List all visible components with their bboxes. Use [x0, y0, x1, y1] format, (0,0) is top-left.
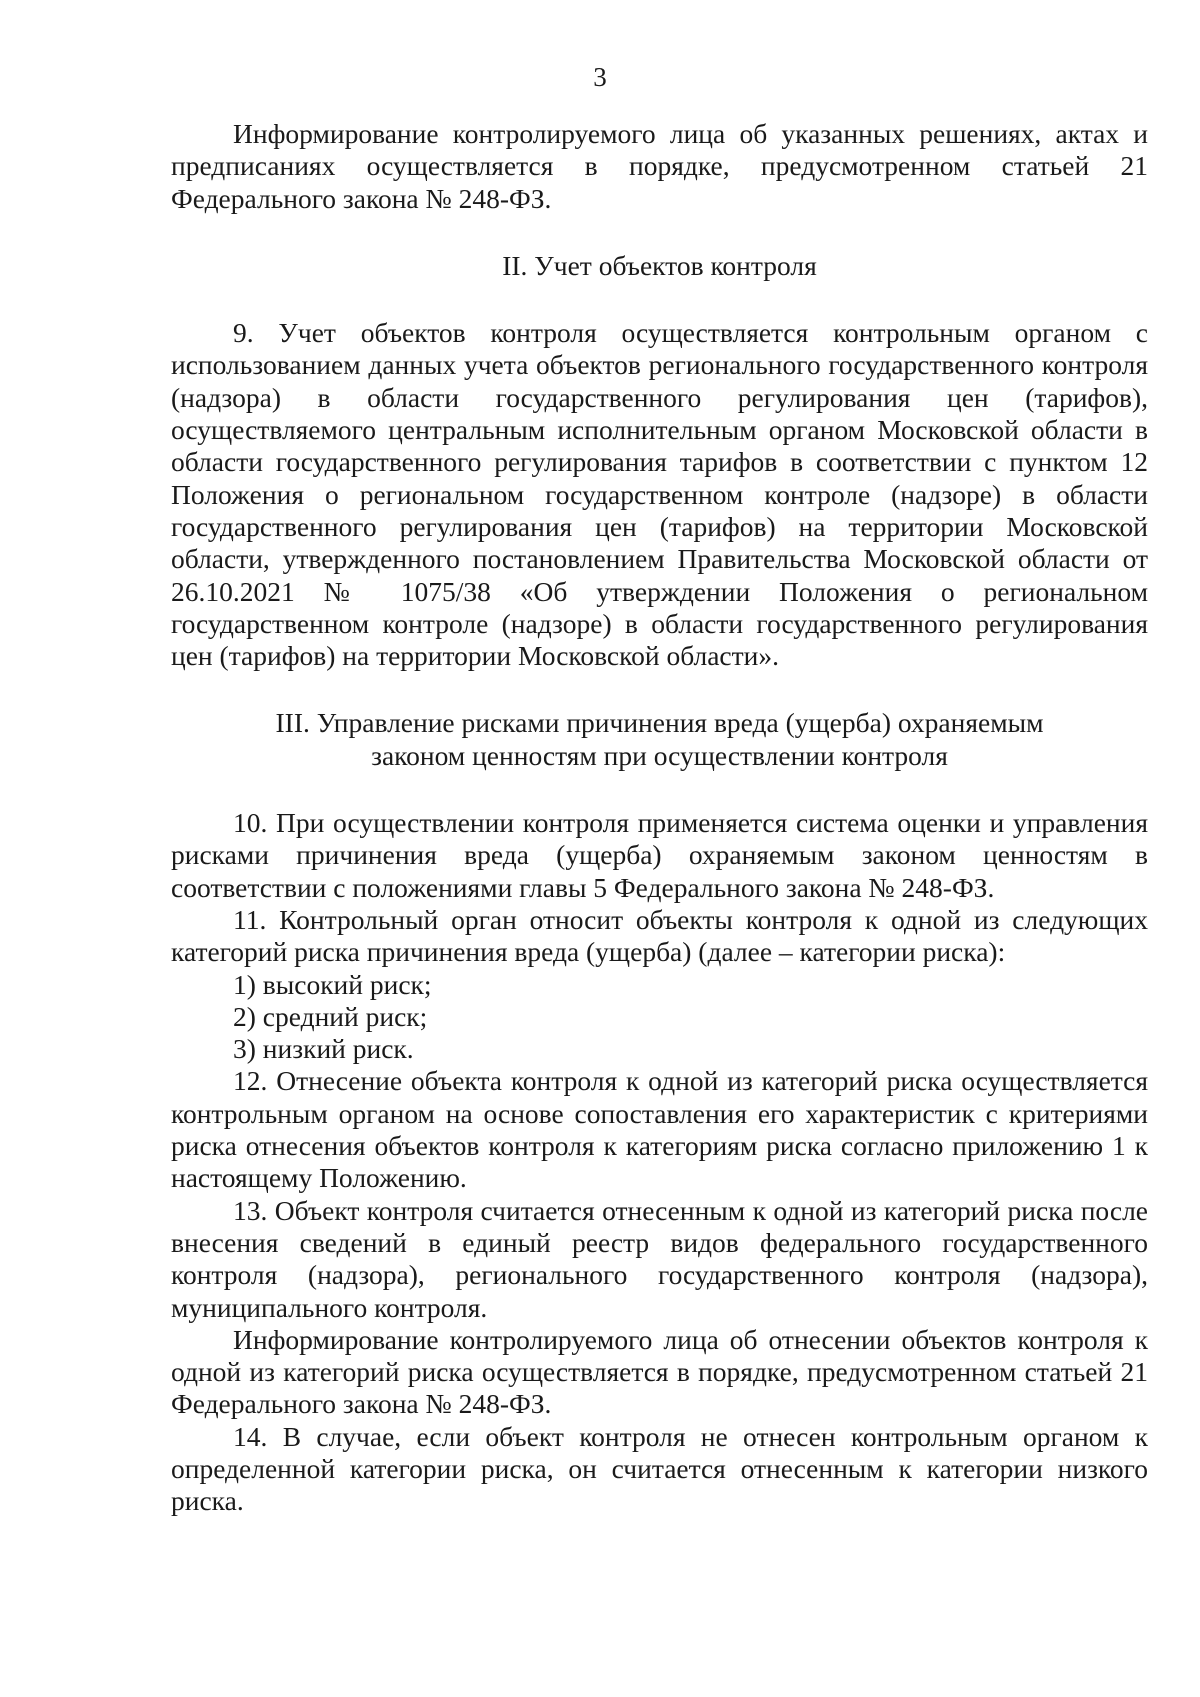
paragraph-10: 10. При осуществлении контроля применяется система оценки и управления рисками причинения вреда (ущерба) охраняемым законом ценностям в соответствии с положениями главы 5 Федерального закона № 248-ФЗ. [171, 807, 1148, 903]
risk-list-item-medium: 2) средний риск; [233, 1000, 428, 1032]
risk-list-item-low: 3) низкий риск. [233, 1033, 414, 1065]
paragraph-13: 13. Объект контроля считается отнесенным к одной из категорий риска после внесения сведений в единый реестр видов федерального государственного контроля (надзора), регионального государственного контроля (надзора), муниципального контроля. [171, 1194, 1148, 1323]
section-3-heading-line-2: законом ценностям при осуществлении контроля [371, 739, 948, 771]
risk-list-item-high: 1) высокий риск; [233, 968, 432, 1000]
paragraph-11: 11. Контрольный орган относит объекты контроля к одной из следующих категорий риска причинения вреда (ущерба) (далее – категории риска): [171, 903, 1148, 968]
page-number: 3 [593, 62, 607, 92]
document-body [171, 118, 1148, 1518]
paragraph-12: 12. Отнесение объекта контроля к одной из категорий риска осуществляется контрольным органом на основе сопоставления его характеристик с критериями риска отнесения объектов контроля к категориям риска согласно приложению 1 к настоящему Положению. [171, 1065, 1148, 1194]
section-2-heading: II. Учет объектов контроля [502, 249, 817, 281]
paragraph-informing: Информирование контролируемого лица об указанных решениях, актах и предписаниях осуществляется в порядке, предусмотренном статьей 21 Федерального закона № 248-ФЗ. [171, 118, 1148, 214]
paragraph-14: 14. В случае, если объект контроля не отнесен контрольным органом к определенной категории риска, он считается отнесенным к категории низкого риска. [171, 1420, 1148, 1517]
paragraph-13-informing: Информирование контролируемого лица об отнесении объектов контроля к одной из категорий риска осуществляется в порядке, предусмотренном статьей 21 Федерального закона № 248-ФЗ. [171, 1323, 1148, 1420]
section-3-heading-line-1: III. Управление рисками причинения вреда (ущерба) охраняемым [275, 707, 1044, 739]
paragraph-9: 9. Учет объектов контроля осуществляется контрольным органом с использованием данных учета объектов регионального государственного контроля (надзора) в области государственного регулирования цен (тарифов), осуществляемого центральным исполнительным органом Московской области в области государственного регулирования тарифов в соответствии с пунктом 12 Положения о региональном государственном контроле (надзоре) в области государственного регулирования цен (тарифов) на территории Московской области, утвержденного постановлением Правительства Московской области от 26.10.2021 № 1075/38 «Об утверждении Положения о региональном государственном контроле (надзоре) в области государственного регулирования цен (тарифов) на территории Московской области». [171, 317, 1148, 672]
